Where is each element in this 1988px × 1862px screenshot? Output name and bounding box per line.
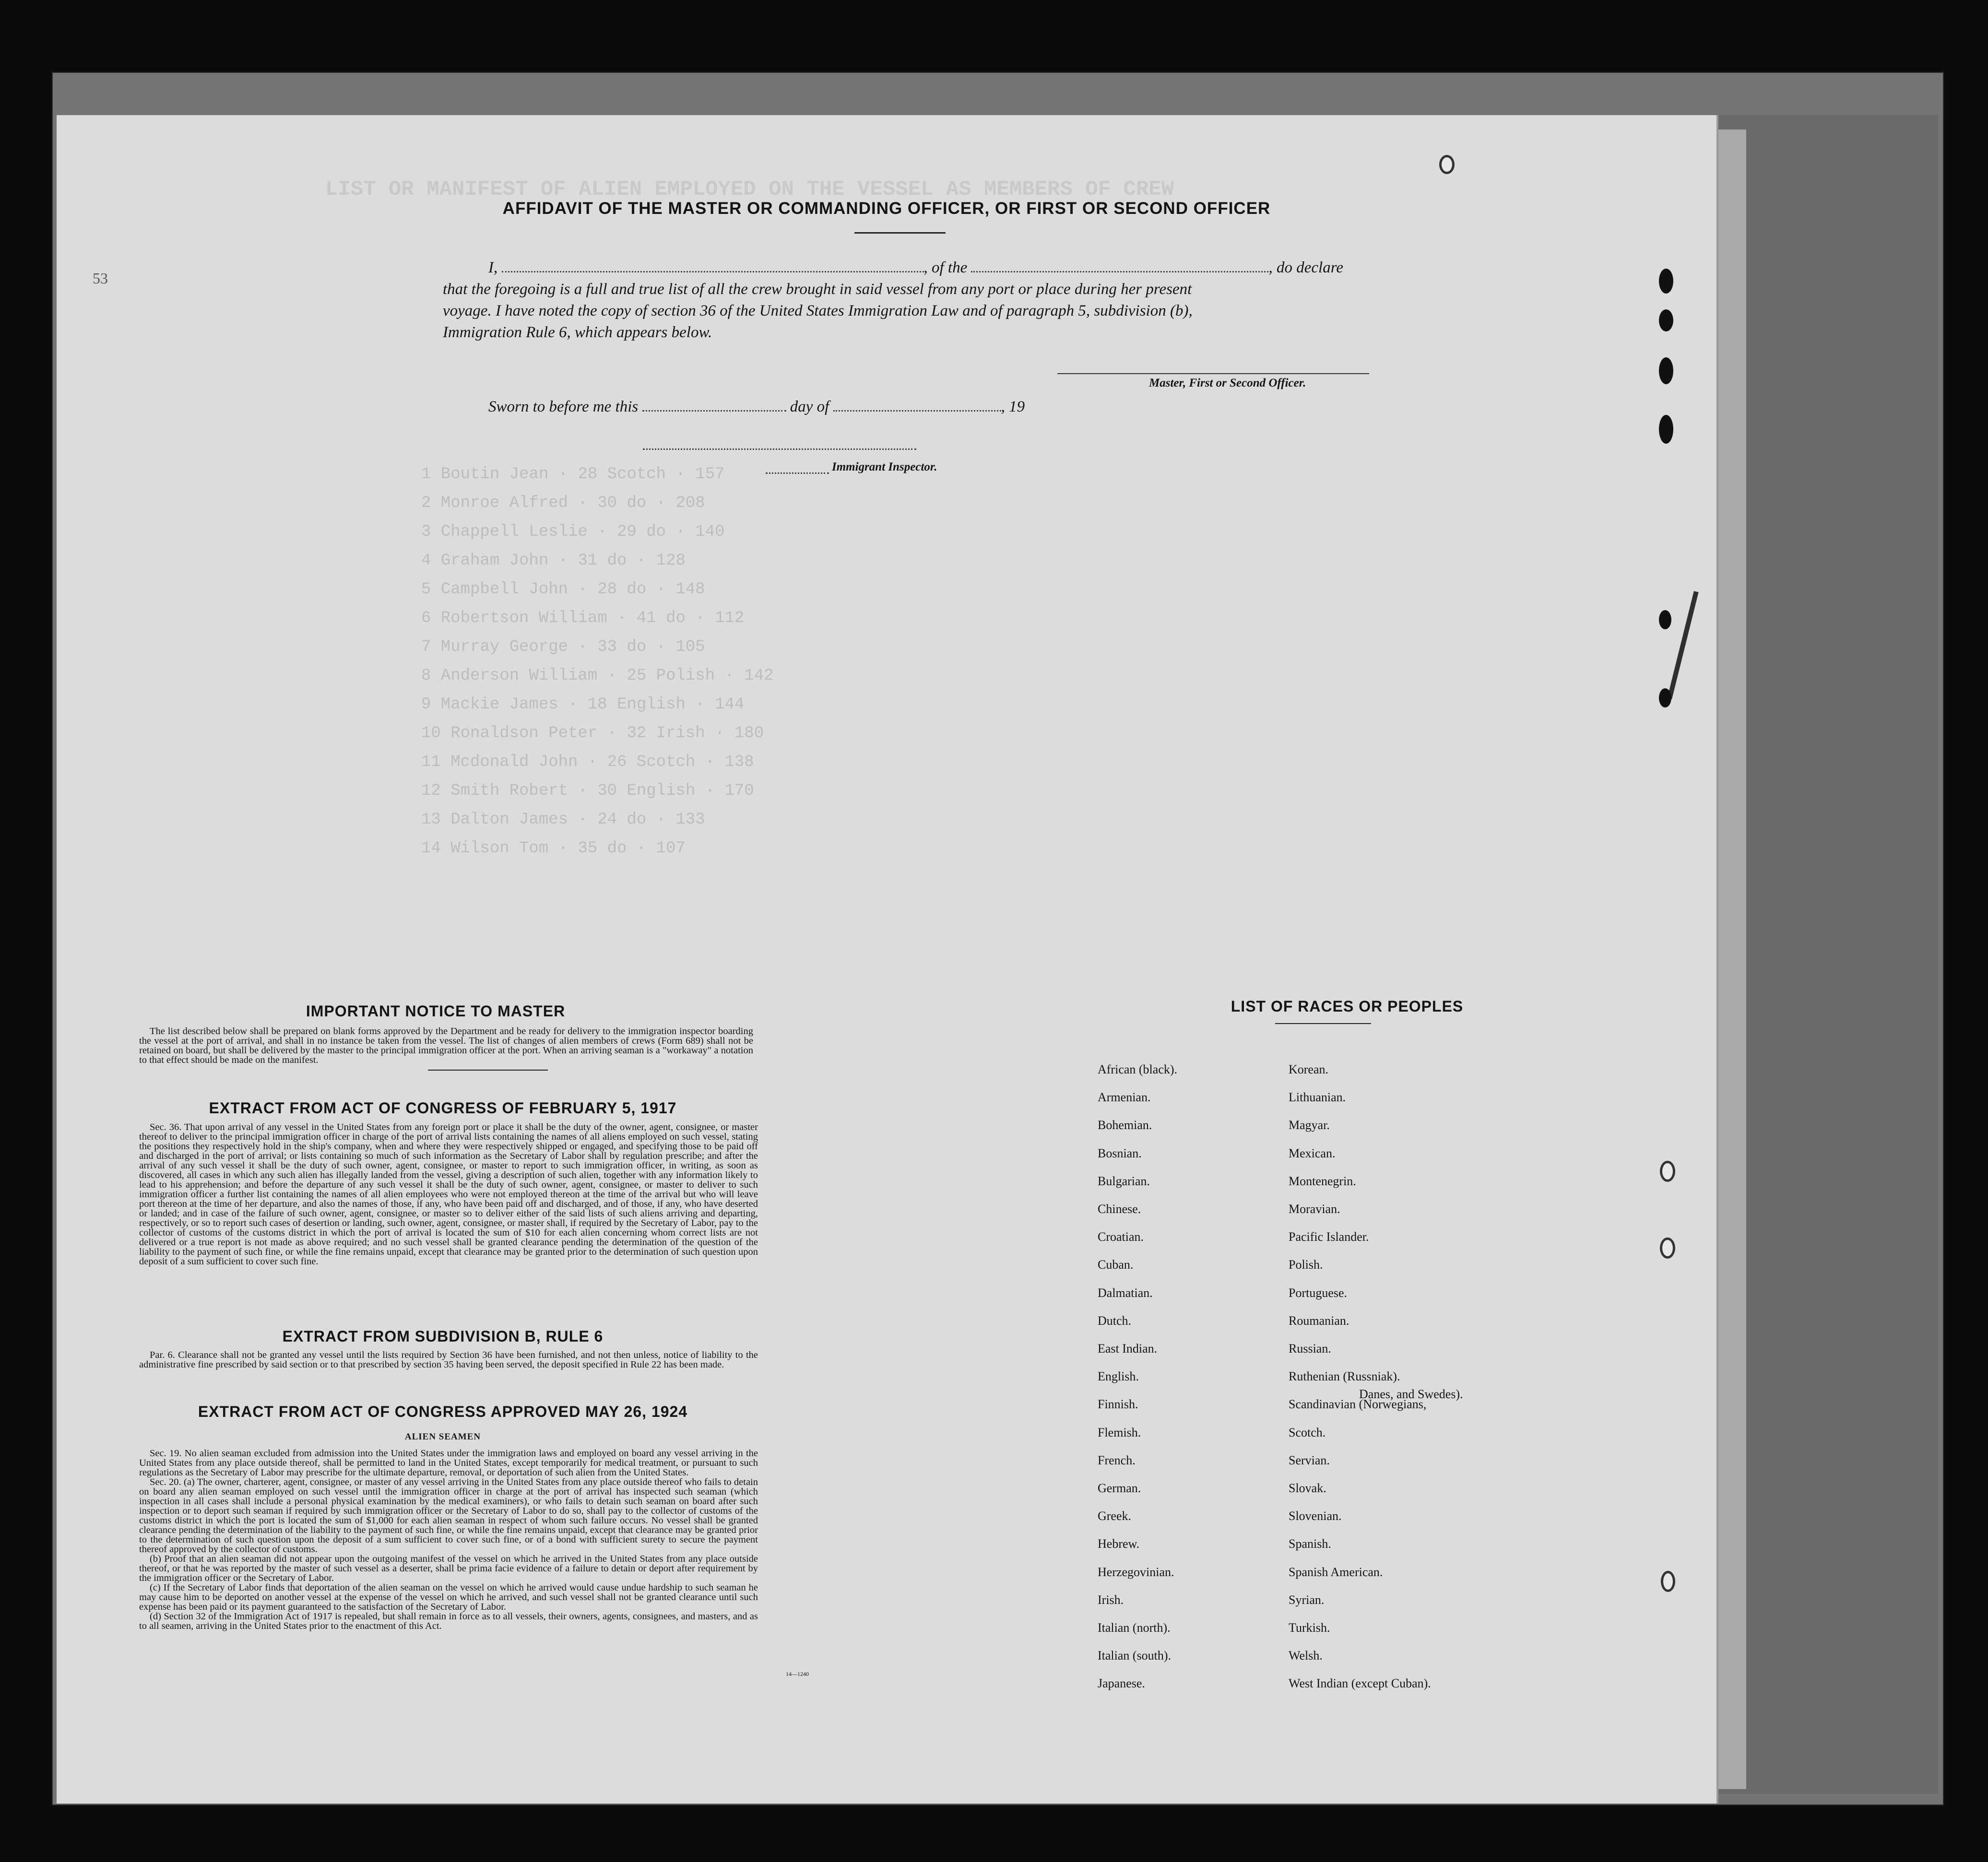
race-item: West Indian (except Cuban). (1289, 1676, 1431, 1691)
race-item: Finnish. (1098, 1397, 1138, 1412)
punch-hole (1659, 269, 1673, 294)
divider (428, 1070, 548, 1071)
rule-6-text (139, 1350, 758, 1369)
inspector-dots (766, 472, 829, 474)
alien-seamen-subtitle: ALIEN SEAMEN (404, 1432, 481, 1442)
race-item: French. (1098, 1453, 1136, 1467)
form-number: 14—1240 (786, 1671, 809, 1677)
form-page (57, 115, 1718, 1803)
race-item: Dutch. (1098, 1313, 1132, 1328)
race-item: Russian. (1289, 1342, 1331, 1355)
race-item: African (black). (1098, 1062, 1178, 1076)
race-item: Bosnian. (1098, 1146, 1142, 1160)
pencil-mark (1667, 591, 1698, 699)
bleed-through-row: 8 Anderson William · 25 Polish · 142 (421, 667, 774, 685)
bleed-through-row: 10 Ronaldson Peter · 32 Irish · 180 (421, 724, 764, 742)
affidavit-line-1 (488, 259, 1343, 277)
bleed-through-row: 11 Mcdonald John · 26 Scotch · 138 (421, 753, 754, 771)
affidavit-line-3: voyage. I have noted the copy of section 36 of the United States Immigration Law and of paragraph 5, subdivision (b), (443, 302, 1193, 319)
race-item: Slovenian. (1289, 1509, 1342, 1523)
race-item: Pacific Islander. (1289, 1230, 1369, 1244)
race-item: Irish. (1098, 1592, 1124, 1607)
sworn-line (488, 398, 1025, 416)
do-declare-label: , do declare (1268, 259, 1343, 276)
punch-hole (1659, 309, 1673, 331)
name-blank[interactable] (502, 271, 924, 272)
extract-1917-title: EXTRACT FROM ACT OF CONGRESS OF FEBRUARY 5, 1917 (209, 1099, 677, 1117)
bleed-through-row: 12 Smith Robert · 30 English · 170 (421, 782, 754, 800)
race-item: Polish. (1289, 1258, 1323, 1272)
race-item: Chinese. (1098, 1202, 1141, 1216)
sworn-label: Sworn to before me this (488, 398, 639, 415)
race-item: German. (1098, 1481, 1141, 1495)
rule-6-title: EXTRACT FROM SUBDIVISION B, RULE 6 (282, 1328, 604, 1345)
day-of-label: day of (790, 398, 829, 415)
punch-hole (1659, 357, 1673, 384)
race-item: Flemish. (1098, 1425, 1141, 1439)
race-item: Scandinavian (Norwegians, (1289, 1397, 1427, 1412)
bleed-through-row: 5 Campbell John · 28 do · 148 (421, 580, 705, 599)
affidavit-title: AFFIDAVIT OF THE MASTER OR COMMANDING OFFICER, OR FIRST OR SECOND OFFICER (502, 199, 1271, 218)
races-title-underline (1275, 1023, 1371, 1024)
race-item: Syrian. (1289, 1592, 1325, 1607)
margin-mark: 53 (93, 270, 108, 287)
bleed-through-row: 3 Chappell Leslie · 29 do · 140 (421, 523, 725, 541)
vessel-blank[interactable] (971, 271, 1268, 272)
bleed-through-heading: LIST OR MANIFEST OF ALIEN EMPLOYED ON THE VESSEL AS MEMBERS OF CREW (325, 177, 1174, 201)
year-label: , 19 (1001, 398, 1025, 415)
bleed-through-row: 2 Monroe Alfred · 30 do · 208 (421, 494, 705, 512)
extract-1924-title: EXTRACT FROM ACT OF CONGRESS APPROVED MAY 26, 1924 (198, 1403, 688, 1420)
master-signature-line[interactable] (1057, 373, 1369, 374)
extract-1917-text (139, 1122, 758, 1266)
race-item: Slovak. (1289, 1481, 1326, 1495)
punch-hole (1659, 610, 1671, 629)
sworn-day-blank[interactable] (642, 410, 786, 412)
punch-hole (1659, 688, 1671, 707)
ring-mark (1439, 155, 1455, 174)
race-item: East Indian. (1098, 1342, 1158, 1355)
race-item: Roumanian. (1289, 1313, 1349, 1328)
race-item: Danes, and Swedes). (1359, 1387, 1463, 1401)
notice-paragraph: The list described below shall be prepared on blank forms approved by the Department and be ready for delivery to the immigration inspector boarding the vessel at the port of arrival, and shall in no instance be taken from the vessel. The list of changes of alien members of crews (Form 689) shall not be retained on board, but shall be delivered by the master to the principal immigration officer at the port. When an arriving seaman is a "workaway" a notation to that effect should be made on the manifest. (139, 1026, 753, 1065)
race-item: Moravian. (1289, 1202, 1340, 1216)
bleed-through-row: 13 Dalton James · 24 do · 133 (421, 811, 705, 829)
ring-mark (1660, 1161, 1675, 1182)
races-title: LIST OF RACES OR PEOPLES (1231, 998, 1464, 1015)
notice-text (139, 1026, 753, 1065)
race-item: Montenegrin. (1289, 1174, 1356, 1188)
race-item: Mexican. (1289, 1146, 1336, 1160)
sworn-month-blank[interactable] (833, 410, 1001, 412)
race-item: Italian (south). (1098, 1649, 1172, 1663)
race-item: Magyar. (1289, 1118, 1330, 1132)
extract-1924-text (139, 1449, 758, 1631)
race-item: Cuban. (1098, 1258, 1134, 1272)
bleed-through-row: 7 Murray George · 33 do · 105 (421, 638, 705, 656)
race-item: Servian. (1289, 1453, 1330, 1467)
title-underline (854, 232, 946, 234)
bleed-through-row: 9 Mackie James · 18 English · 144 (421, 695, 745, 714)
race-item: Herzegovinian. (1098, 1565, 1174, 1579)
sec-20b-paragraph: (b) Proof that an alien seaman did not appear upon the outgoing manifest of the vessel on which he arrived in the United States from any place outside thereof, or that he was reported by the master of such vessel as a deserter, shall be prima facie evidence of a failure to detain or deport after requirement by the immigration officer or the Secretary of Labor. (139, 1554, 758, 1583)
notice-title: IMPORTANT NOTICE TO MASTER (306, 1002, 566, 1020)
affidavit-line-2: that the foregoing is a full and true list of all the crew brought in said vessel from any port or place during her present (443, 281, 1192, 298)
race-item: Turkish. (1289, 1621, 1330, 1635)
race-item: English. (1098, 1369, 1139, 1384)
affidavit-line-4: Immigration Rule 6, which appears below. (443, 324, 712, 341)
sec-19-paragraph: Sec. 19. No alien seaman excluded from admission into the United States under the immigration laws and employed on board any vessel arriving in the United States from any place outside thereof, shall be permitted to land in the United States, except temporarily for medical treatment, or pursuant to such regulations as the Secretary of Labor may prescribe for the ultimate departure, removal, or deportation of such alien from the United States. (139, 1448, 758, 1478)
race-item: Hebrew. (1098, 1537, 1140, 1551)
i-label: I, (488, 259, 498, 276)
race-item: Lithuanian. (1289, 1090, 1346, 1105)
sec-20-paragraph: Sec. 20. (a) The owner, charterer, agent, consignee, or master of any vessel arriving in the United States from any place outside thereof who fails to detain on board any alien seaman employed on such vessel until the immigration officer in charge at the port of arrival has inspected such seaman (which inspection in all cases shall include a personal physical examination by the medical examiners), or who fails to detain such seaman on board after such inspection or to deport such seaman if required by such immigration officer or the Secretary of Labor to do so, shall pay to the collector of customs of the customs district in which the port is located the sum of $1,000 for each alien seaman in respect of whom such failure occurs. No vessel shall be granted clearance pending the determination of the liability to the payment of such fine, or while the fine remains unpaid, except that clearance may be granted prior to the determination of such question upon the deposit of a sum sufficient to cover such fine, or of a bond with sufficient surety to secure the payment thereof approved by the collector of customs. (139, 1477, 758, 1555)
sec-36-paragraph: Sec. 36. That upon arrival of any vessel in the United States from any foreign port or place it shall be the duty of the owner, agent, consignee, or master thereof to deliver to the principal immigration officer in charge of the port of arrival lists containing the names of all aliens employed on such vessel, stating the positions they respectively hold in the ship's company, when and where they were respectively shipped or engaged, and specifying those to be paid off and discharged in the port of arrival; or lists containing so much of such information as the Secretary of Labor shall by regulation prescribe; and after the arrival of any such vessel it shall be the duty of such owner, agent, consignee, or master to report to such immigration officer, in writing, as soon as discovered, all cases in which any such alien has illegally landed from the vessel, giving a description of such alien, together with any information likely to lead to his apprehension; and before the departure of any such vessel it shall be the duty of such owner, agent, consignee, or master to deliver to such immigration officer a further list containing the names of all alien employees who were not employed thereon at the time of the arrival but who will leave port thereon at the time of her departure, and also the names of those, if any, who have been paid off and discharged, and of those, if any, who have deserted or landed; and in case of the failure of such owner, agent, consignee, or master so to deliver either of the said lists of such aliens arriving and departing, respectively, or so to report such cases of desertion or landing, such owner, agent, consignee, or master shall, if required by the Secretary of Labor, pay to the collector of customs of the customs district in which the port of arrival is located the sum of $10 for each alien concerning whom correct lists are not delivered or a true report is not made as above required; and no such vessel shall be granted clearance pending the determination of the question of the liability to the payment of such fine, or while the fine remains unpaid, except that clearance may be granted prior to the determination of such question upon deposit of a sum sufficient to cover such fine. (139, 1122, 758, 1267)
sec-20d-paragraph: (d) Section 32 of the Immigration Act of 1917 is repealed, but shall remain in force as to all vessels, their owners, agents, consignees, and masters, and as to all seamen, arriving in the United States prior to the enactment of this Act. (139, 1611, 758, 1631)
race-item: Bulgarian. (1098, 1174, 1150, 1188)
race-item: Korean. (1289, 1062, 1329, 1076)
race-item: Dalmatian. (1098, 1285, 1153, 1300)
inspector-label: Immigrant Inspector. (832, 460, 937, 473)
bleed-through-row: 4 Graham John · 31 do · 128 (421, 552, 686, 570)
of-the-label: , of the (923, 259, 968, 276)
sec-20c-paragraph: (c) If the Secretary of Labor finds that deportation of the alien seaman on the vessel on which he arrived would cause undue hardship to such seaman he may cause him to be deported on another vessel at the expense of the vessel on which he arrived, and such vessel shall not be granted clearance until such expense has been paid or its payment guaranteed to the satisfaction of the Secretary of Labor. (139, 1582, 758, 1612)
bleed-through-row: 1 Boutin Jean · 28 Scotch · 157 (421, 465, 725, 483)
ring-mark (1660, 1237, 1675, 1259)
race-item: Croatian. (1098, 1230, 1144, 1244)
ring-mark (1661, 1571, 1675, 1592)
inspector-signature-line[interactable] (643, 448, 916, 450)
race-item: Japanese. (1098, 1676, 1145, 1691)
race-item: Ruthenian (Russniak). (1289, 1369, 1400, 1384)
race-item: Greek. (1098, 1509, 1132, 1523)
bleed-through-row: 14 Wilson Tom · 35 do · 107 (421, 839, 686, 858)
race-item: Armenian. (1098, 1090, 1151, 1105)
race-item: Italian (north). (1098, 1621, 1171, 1635)
race-item: Portuguese. (1289, 1285, 1348, 1300)
race-item: Spanish. (1289, 1537, 1331, 1551)
punch-hole (1659, 415, 1673, 444)
race-item: Scotch. (1289, 1425, 1326, 1439)
race-item: Bohemian. (1098, 1118, 1152, 1132)
race-item: Welsh. (1289, 1649, 1323, 1663)
bleed-through-row: 6 Robertson William · 41 do · 112 (421, 609, 745, 627)
master-signature-label: Master, First or Second Officer. (1149, 377, 1306, 389)
race-item: Spanish American. (1289, 1565, 1383, 1579)
par-6-paragraph: Par. 6. Clearance shall not be granted any vessel until the lists required by Section 36 have been furnished, and not then unless, notice of liability to the administrative fine prescribed by said section or to that prescribed by section 35 having been served, the deposit specified in Rule 22 has been made. (139, 1350, 758, 1370)
